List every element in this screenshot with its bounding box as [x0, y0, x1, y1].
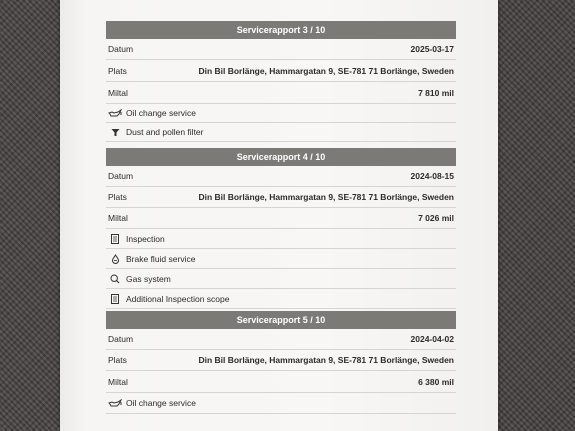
service-item-label: Additional Inspection scope: [126, 293, 230, 304]
service-report: [106, 21, 456, 142]
field-label: Miltal: [108, 213, 128, 223]
field-value: 2024-04-02: [410, 334, 454, 344]
service-item-label: Dust and pollen filter: [126, 127, 204, 137]
service-item: [106, 249, 456, 269]
field-row-mileage: [106, 208, 456, 229]
field-row-location: [106, 60, 456, 82]
field-label: Datum: [108, 44, 134, 54]
service-document: [60, 0, 498, 431]
field-row-location: [106, 350, 456, 371]
service-item: [106, 393, 456, 414]
field-label: Miltal: [108, 376, 128, 387]
report-header: Servicerapport 5 / 10: [106, 311, 456, 329]
service-report: [106, 148, 456, 309]
service-item: [106, 123, 456, 142]
report-header: Servicerapport 4 / 10: [106, 148, 456, 166]
document-icon: [108, 234, 122, 244]
background-fabric-left: [0, 0, 62, 431]
service-item-label: Brake fluid service: [126, 253, 196, 264]
field-value: Din Bil Borlänge, Hammargatan 9, SE-781 71 Borlänge, Sweden: [198, 355, 454, 365]
field-value: 7 026 mil: [418, 213, 454, 223]
field-value: 2024-08-15: [410, 171, 454, 181]
field-row-date: [106, 329, 456, 350]
background-fabric-right: [491, 0, 575, 431]
field-row-mileage: [106, 82, 456, 104]
field-value: Din Bil Borlänge, Hammargatan 9, SE-781 71 Borlänge, Sweden: [198, 192, 454, 202]
field-row-date: [106, 166, 456, 187]
service-item: [106, 104, 456, 123]
service-item-label: Inspection: [126, 233, 165, 244]
service-item-label: Oil change service: [126, 108, 196, 118]
field-row-date: [106, 39, 456, 60]
field-label: Plats: [108, 65, 127, 76]
field-label: Plats: [108, 355, 127, 365]
magnifier-icon: [108, 274, 122, 284]
service-item: [106, 229, 456, 249]
field-value: 6 380 mil: [418, 376, 454, 387]
field-row-mileage: [106, 371, 456, 393]
service-item-label: Gas system: [126, 273, 171, 284]
document-icon: [108, 294, 122, 304]
field-label: Plats: [108, 192, 127, 202]
field-label: Miltal: [108, 87, 128, 98]
field-value: Din Bil Borlänge, Hammargatan 9, SE-781 71 Borlänge, Sweden: [198, 65, 454, 76]
oil-can-icon: [108, 398, 122, 408]
service-report: [106, 311, 456, 414]
field-label: Datum: [108, 171, 134, 181]
field-row-location: [106, 187, 456, 208]
brake-fluid-icon: [108, 254, 122, 264]
field-value: 7 810 mil: [418, 87, 454, 98]
filter-icon: [108, 127, 122, 137]
service-item: [106, 269, 456, 289]
field-label: Datum: [108, 334, 134, 344]
service-item: [106, 289, 456, 309]
field-value: 2025-03-17: [410, 44, 454, 54]
report-header: Servicerapport 3 / 10: [106, 21, 456, 39]
oil-can-icon: [108, 108, 122, 118]
service-item-label: Oil change service: [126, 398, 196, 408]
